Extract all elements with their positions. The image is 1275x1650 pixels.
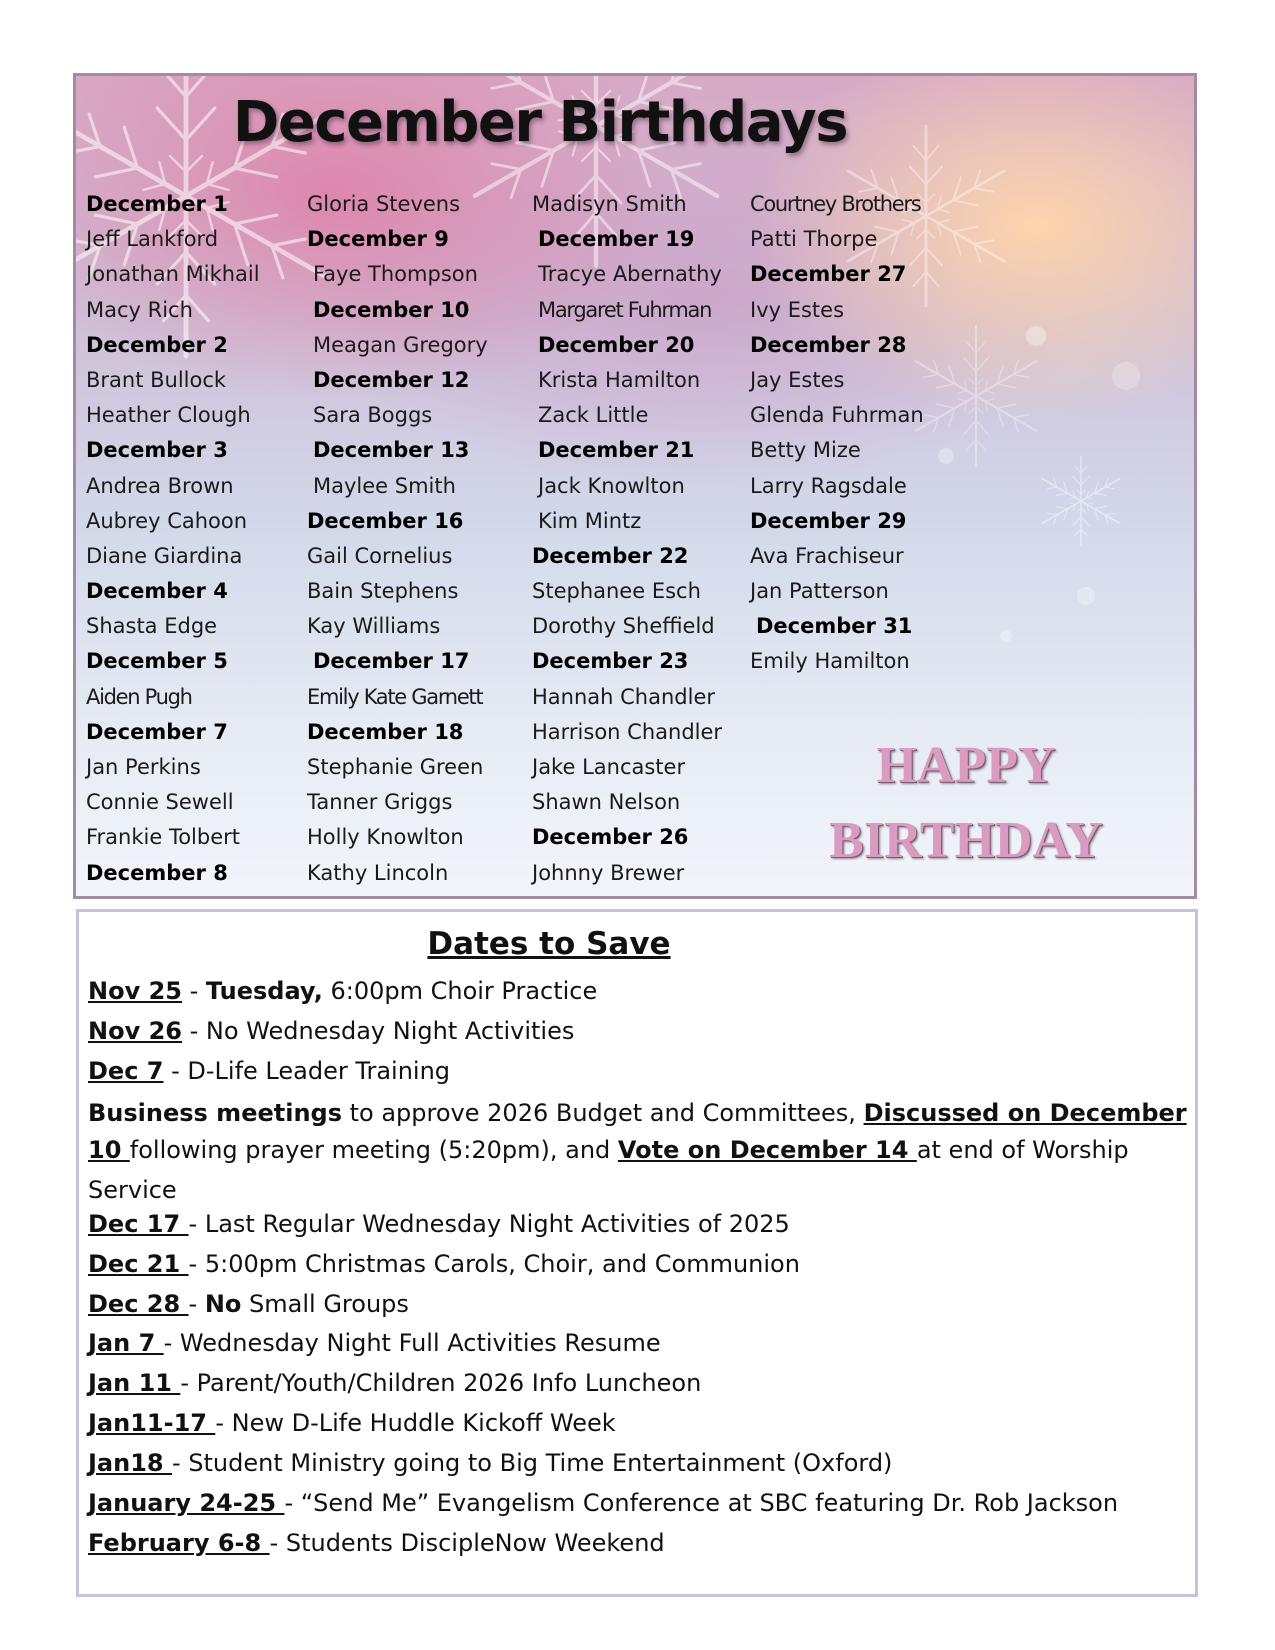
birthday-date-heading: December 2 (86, 332, 228, 357)
event-description: - Last Regular Wednesday Night Activities of 2025 (188, 1210, 790, 1238)
birthday-date-heading: December 21 (538, 438, 695, 463)
dates-title: Dates to Save (427, 926, 671, 962)
birthday-name: Tracye Abernathy (538, 262, 722, 287)
event-description: - No Wednesday Night Activities (181, 1017, 575, 1045)
event-separator: - (181, 977, 206, 1005)
birthday-name: Kim Mintz (538, 508, 642, 533)
happy-birthday-line-2: BIRTHDAY (829, 812, 1103, 869)
birthday-date-heading: December 27 (750, 262, 907, 287)
birthday-name: Bain Stephens (307, 579, 459, 604)
birthday-name: Frankie Tolbert (86, 825, 241, 850)
birthday-name: Hannah Chandler (532, 684, 716, 709)
event-description: 6:00pm Choir Practice (322, 977, 598, 1005)
birthday-date-heading: December 29 (750, 508, 907, 533)
event-description: - “Send Me” Evangelism Conference at SBC featuring Dr. Rob Jackson (284, 1489, 1119, 1517)
birthday-name: Connie Sewell (86, 790, 234, 815)
event-date: Nov 25 (88, 977, 182, 1005)
event-description: - Parent/Youth/Children 2026 Info Luncheon (180, 1369, 702, 1397)
birthday-name: Jay Estes (750, 367, 845, 392)
event-date: Jan11-17 (88, 1409, 216, 1437)
event-dec-21 (88, 1243, 1188, 1285)
birthday-name: Betty Mize (750, 438, 861, 463)
birthday-name: Faye Thompson (313, 262, 478, 287)
birthday-name: Emily Hamilton (750, 649, 910, 674)
birthday-name: Diane Giardina (86, 543, 243, 568)
birthday-date-heading: December 16 (307, 508, 464, 533)
birthday-name: Glenda Fuhrman (750, 403, 924, 428)
birthday-name: Jeff Lankford (86, 227, 219, 252)
event-description: - Students DiscipleNow Weekend (269, 1529, 665, 1557)
birthday-column-3 (532, 187, 722, 891)
birthday-name: Brant Bullock (86, 367, 227, 392)
birthday-date-heading: December 13 (313, 438, 470, 463)
birthday-date-heading: December 17 (313, 649, 470, 674)
birthday-date-heading: December 18 (307, 719, 464, 744)
birthday-date-heading: December 8 (86, 860, 228, 885)
birthday-name: Andrea Brown (86, 473, 234, 498)
birthday-name: Kathy Lincoln (307, 860, 449, 885)
event-description: following prayer meeting (5:20pm), and (129, 1136, 618, 1164)
birthday-date-heading: December 31 (756, 614, 913, 639)
event-date: Dec 21 (88, 1250, 189, 1278)
birthday-name: Dorothy Sheffield (532, 614, 715, 639)
event-description: - Wednesday Night Full Activities Resume (163, 1329, 661, 1357)
birthday-name: Tanner Griggs (307, 790, 453, 815)
event-emphasis: Tuesday, (205, 977, 323, 1005)
event-date: Dec 17 (88, 1210, 189, 1238)
birthday-name: Patti Thorpe (750, 227, 878, 252)
birthday-panel (73, 73, 1197, 899)
birthday-name: Shasta Edge (86, 614, 218, 639)
birthday-date-heading: December 22 (532, 543, 689, 568)
event-date: Dec 7 (88, 1057, 164, 1085)
birthday-name: Jack Knowlton (538, 473, 685, 498)
event-date: Jan 11 (88, 1369, 181, 1397)
birthday-date-heading: December 23 (532, 649, 689, 674)
birthday-date-heading: December 20 (538, 332, 695, 357)
birthday-name: Gloria Stevens (307, 192, 461, 216)
birthday-name: Shawn Nelson (532, 790, 681, 815)
birthday-name: Maylee Smith (313, 473, 456, 498)
event-date: January 24-25 (88, 1489, 285, 1517)
event-jan-7 (88, 1322, 1188, 1364)
birthday-date-heading: December 26 (532, 825, 689, 850)
event-date: Vote on December 14 (617, 1136, 917, 1164)
event-feb-6-8 (88, 1522, 1188, 1564)
event-separator: - (188, 1290, 205, 1318)
birthday-name: Aiden Pugh (86, 684, 192, 709)
birthday-name: Meagan Gregory (313, 332, 488, 357)
event-jan-18 (88, 1442, 1188, 1484)
event-description: - Student Ministry going to Big Time Entertainment (Oxford) (171, 1449, 893, 1477)
birthday-name: Zack Little (538, 403, 649, 428)
birthday-date-heading: December 19 (538, 227, 695, 252)
event-dec-28 (88, 1283, 1188, 1325)
dates-to-save-panel (76, 909, 1198, 1597)
page-title: December Birthdays (232, 90, 848, 155)
birthday-name: Holly Knowlton (307, 825, 464, 850)
event-date: Jan18 (88, 1449, 172, 1477)
event-dec-17 (88, 1203, 1188, 1245)
birthday-name: Krista Hamilton (538, 367, 701, 392)
birthday-column-4 (750, 187, 924, 680)
birthday-name: Heather Clough (86, 403, 251, 428)
event-dec-7 (88, 1050, 1188, 1092)
event-description: - D-Life Leader Training (163, 1057, 451, 1085)
event-jan-11-17 (88, 1402, 1188, 1444)
event-description: - New D-Life Huddle Kickoff Week (215, 1409, 616, 1437)
birthday-name: Johnny Brewer (532, 860, 685, 885)
birthday-name: Jake Lancaster (532, 755, 686, 779)
event-jan-24-25 (88, 1482, 1188, 1524)
birthday-name: Madisyn Smith (532, 192, 687, 216)
birthday-name: Aubrey Cahoon (86, 508, 248, 533)
birthday-date-heading: December 9 (307, 227, 449, 252)
birthday-date-heading: December 5 (86, 649, 228, 674)
event-date: Nov 26 (88, 1017, 182, 1045)
birthday-date-heading: December 4 (86, 579, 228, 604)
birthday-column-2 (307, 187, 488, 891)
event-emphasis: No (204, 1290, 242, 1318)
birthday-date-heading: December 7 (86, 719, 228, 744)
birthday-date-heading: December 28 (750, 332, 907, 357)
birthday-name: Margaret Fuhrman (538, 297, 712, 322)
event-date: Dec 28 (88, 1290, 189, 1318)
birthday-date-heading: December 1 (86, 192, 228, 216)
event-description: - 5:00pm Christmas Carols, Choir, and Communion (188, 1250, 800, 1278)
birthday-name: Sara Boggs (313, 403, 433, 428)
birthday-name: Kay Williams (307, 614, 441, 639)
birthday-column-1 (86, 187, 260, 891)
birthday-name: Macy Rich (86, 297, 193, 322)
event-date: Jan 7 (88, 1329, 164, 1357)
birthday-name: Larry Ragsdale (750, 473, 907, 498)
event-emphasis: Business meetings (88, 1099, 342, 1127)
event-date: February 6-8 (88, 1529, 270, 1557)
birthday-name: Ava Frachiseur (750, 543, 904, 568)
event-jan-11 (88, 1362, 1188, 1404)
event-business-meetings (88, 1097, 1188, 1210)
birthday-name: Stephanie Green (307, 755, 484, 779)
event-nov-25 (88, 970, 1188, 1012)
event-description: at end of Worship Service (88, 1136, 1129, 1204)
birthday-name: Jonathan Mikhail (86, 262, 260, 287)
birthday-name: Courtney Brothers (750, 192, 921, 216)
birthday-name: Jan Patterson (750, 579, 889, 604)
birthday-name: Harrison Chandler (532, 719, 723, 744)
event-nov-26 (88, 1010, 1188, 1052)
event-description: Small Groups (241, 1290, 409, 1318)
birthday-date-heading: December 12 (313, 367, 470, 392)
birthday-name: Gail Cornelius (307, 543, 453, 568)
birthday-name: Emily Kate Garnett (307, 684, 483, 709)
happy-birthday-line-1: HAPPY (876, 737, 1056, 794)
birthday-name: Jan Perkins (86, 755, 201, 779)
birthday-date-heading: December 10 (313, 297, 470, 322)
event-description: to approve 2026 Budget and Committees, (342, 1099, 864, 1127)
birthday-name: Ivy Estes (750, 297, 845, 322)
birthday-name: Stephanee Esch (532, 579, 701, 604)
event-date: Discussed on December 10 (88, 1099, 1187, 1164)
birthday-date-heading: December 3 (86, 438, 228, 463)
